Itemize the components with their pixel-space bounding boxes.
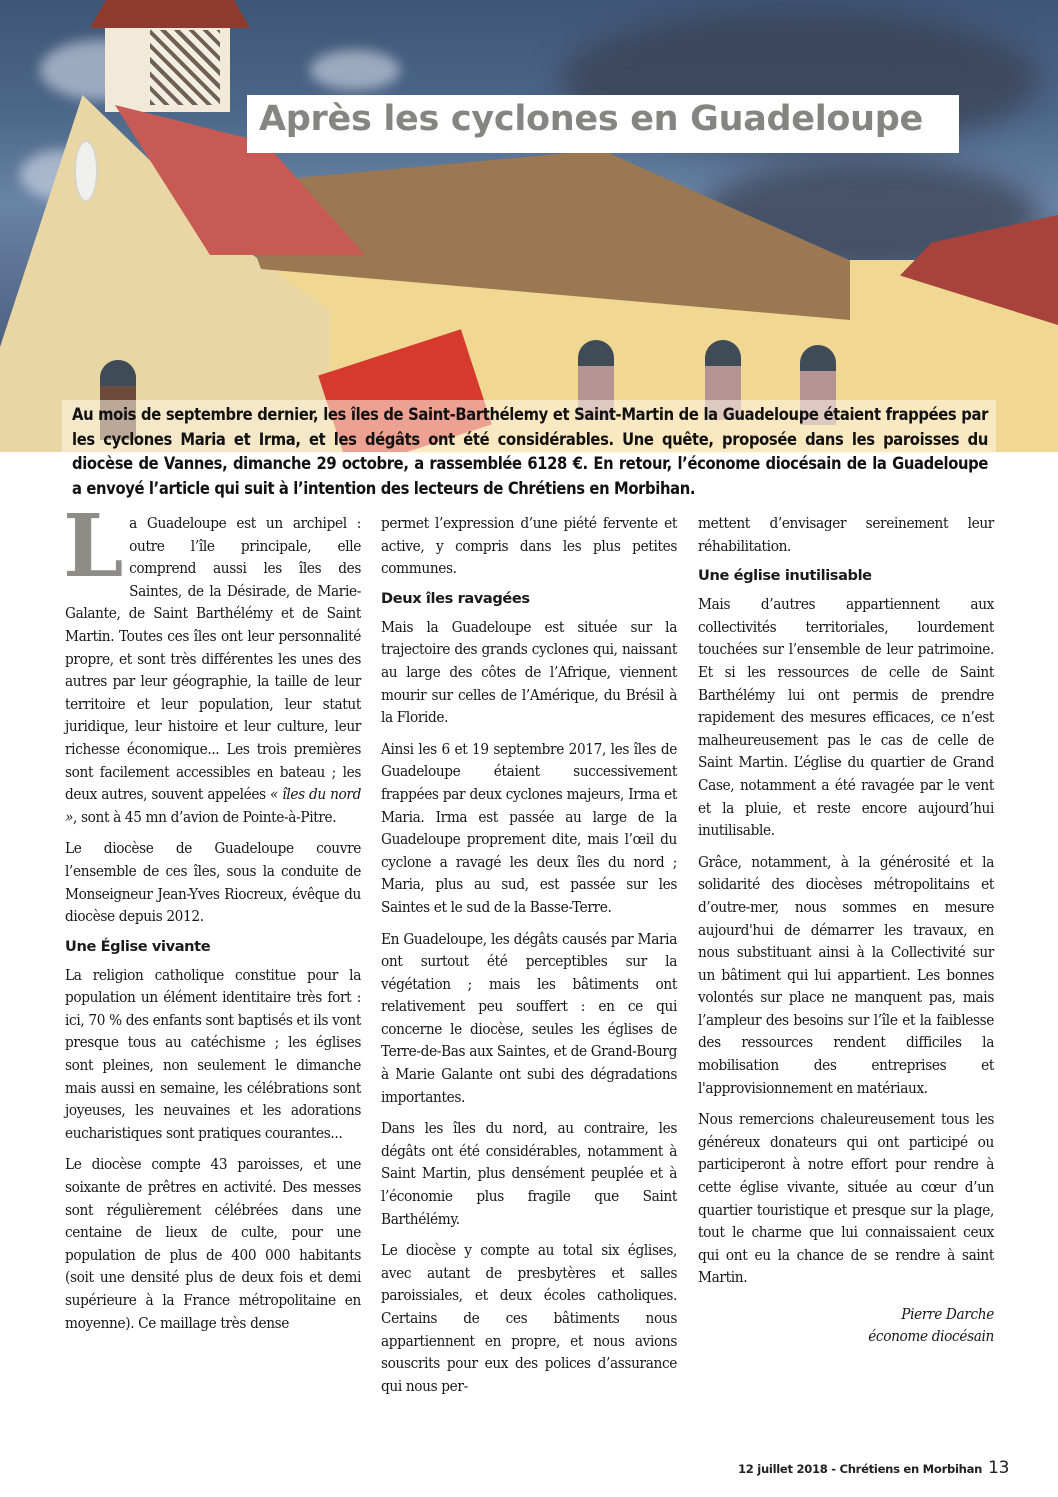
paragraph: La religion catholique constitue pour la population un élément identitaire très fort : ici, 70 % des enfants sont baptisés et ils vont presque tous au catéchisme ; les églises sont pleines, non seulement le dimanche mais aussi en semaine, les célébrations sont joyeuses, les neuvaines et les adorations eucharistiques sont pratiques courantes... [65,965,361,1142]
page-title: Après les cyclones en Guadeloupe [259,99,923,139]
paragraph: En Guadeloupe, les dégâts causés par Maria ont surtout été perceptibles sur la végétation ; mais les bâtiments ont relativement peu souffert : en ce qui concerne le diocèse, seules les églises de Terre-de-Bas aux Saintes, et de Grand-Bourg à Marie Galante ont subi des dégradations importantes. [381,929,677,1106]
paragraph-text: a Guadeloupe est un archipel : outre l’île principale, elle comprend aussi les îles des Saintes, de la Désirade, de Marie-Galante, de Saint Barthélémy et de Saint Martin. Toutes ces îles ont leur personnalité propre, et sont très différentes les unes des autres par leur géographie, la taille de leur territoire et leur population, leur statut juridique, leur histoire et leur culture, leur richesse économique... Les trois premières sont facilement accessibles en bateau ; les deux autres, souvent appelées [65,514,361,804]
paragraph [63,496,361,828]
paragraph: Le diocèse compte 43 paroisses, et une soixante de prêtres en activité. Des messes sont régulièrement célébrées dans une centaine de lieux de culte, pour une population de plus de 400 000 habitants (soit une densité plus de deux fois et demi supérieure à la France métropolitaine en moyenne). Ce maillage très dense [65,1155,361,1332]
bell-tower-roof [90,0,250,28]
dropcap: L [63,496,124,597]
paragraph: permet l’expression d’une piété fervente et active, y compris dans les plus petites communes. [381,514,677,578]
article-column-2 [381,512,677,1406]
paragraph: Le diocèse de Guadeloupe couvre l’ensemble de ces îles, sous la conduite de Monseigneur Jean-Yves Riocreux, évêque du diocèse depuis 2012. [65,839,361,926]
intro-paragraph: Au mois de septembre dernier, les îles de Saint-Barthélemy et Saint-Martin de la Guadeloupe étaient frappées par les cyclones Maria et Irma, et les dégâts ont été considérables. Une quête, proposée dans les paroisses du diocèse de Vannes, dimanche 29 octobre, a rassemblée 6128 €. En retour, l’économe diocésain de la Guadeloupe a envoyé l’article qui suit à l’intention des lecteurs de Chrétiens en Morbihan. [72,405,988,498]
paragraph: mettent d’envisager sereinement leur réhabilitation. [698,514,994,555]
paragraph-text: , sont à 45 mn d’avion de Pointe-à-Pitre. [73,807,337,826]
hero-photo [0,0,1058,452]
paragraph: Le diocèse y compte au total six églises, avec autant de presbytères et salles paroissiales, et deux écoles catholiques. Certains de ces bâtiments nous appartiennent en propre, et nous avions souscrits pour eux des polices d’assurance qui nous per- [381,1241,677,1395]
title-box [247,95,959,153]
paragraph: Mais d’autres appartiennent aux collectivités territoriales, lourdement touchées sur l’ensemble de leur patrimoine. Et si les ressources de celle de Saint Barthélémy lui ont permis de prendre rapidement des mesures efficaces, ce n’est malheureusement pas le cas de celle de Saint Martin. L’église du quartier de Grand Case, notamment a été ravagée par le vent et la pluie, et reste encore aujourd’hui inutilisable. [698,595,994,840]
section-heading: Une Église vivante [65,937,211,955]
page-number: 13 [988,1458,1010,1478]
author-name: Pierre Darche [901,1305,994,1323]
photo-cloud [310,50,400,90]
article-column-3 [698,512,994,1347]
section-heading: Une église inutilisable [698,567,872,585]
clock [74,140,98,202]
paragraph: Grâce, notamment, à la générosité et la solidarité des diocèses métropolitains et d’outre-mer, nous sommes en mesure aujourd'hui de démarrer les travaux, en nous substituant ainsi à la Collectivité sur un bâtiment qui lui appartient. Les bonnes volontés sur place ne manquent pas, mais l’ampleur des besoins sur l’île et la faiblesse des ressources rendent difficiles la mobilisation des entreprises et l'approvisionnement en matériaux. [698,852,994,1097]
footer-publication: 12 juillet 2018 - Chrétiens en Morbihan [738,1462,983,1476]
bell-tower-lattice [150,30,220,105]
signature [698,1303,994,1347]
paragraph: Nous remercions chaleureusement tous les généreux donateurs qui ont participé ou participeront à notre effort pour rendre à cette église vivante, située au cœur d’un quartier touristique et presque sur la plage, tout le charme que lui connaissaient ceux qui ont eu la chance de se rendre à saint Martin. [698,1110,994,1287]
page-footer [738,1458,1010,1478]
author-role: économe diocésain [868,1327,994,1345]
article-column-1 [63,496,361,1343]
section-heading: Deux îles ravagées [381,589,530,607]
paragraph: Ainsi les 6 et 19 septembre 2017, les îles de Guadeloupe étaient successivement frappées par deux cyclones majeurs, Irma et Maria. Irma est passée au large de la Guadeloupe proprement dite, mais l’œil du cyclone a ravagé les deux îles du nord ; Maria, plus au sud, est passée sur les Saintes et le sud de la Basse-Terre. [381,739,677,916]
paragraph: Mais la Guadeloupe est située sur la trajectoire des grands cyclones qui, naissant au large des côtes de l’Afrique, viennent mourir sur celles de l’Amérique, du Brésil à la Floride. [381,617,677,727]
paragraph: Dans les îles du nord, au contraire, les dégâts ont été considérables, notamment à Saint Martin, plus densément peuplée et à l’économie plus fragile que Saint Barthélémy. [381,1119,677,1228]
emphasis-text: « îles du nord » [65,785,361,826]
